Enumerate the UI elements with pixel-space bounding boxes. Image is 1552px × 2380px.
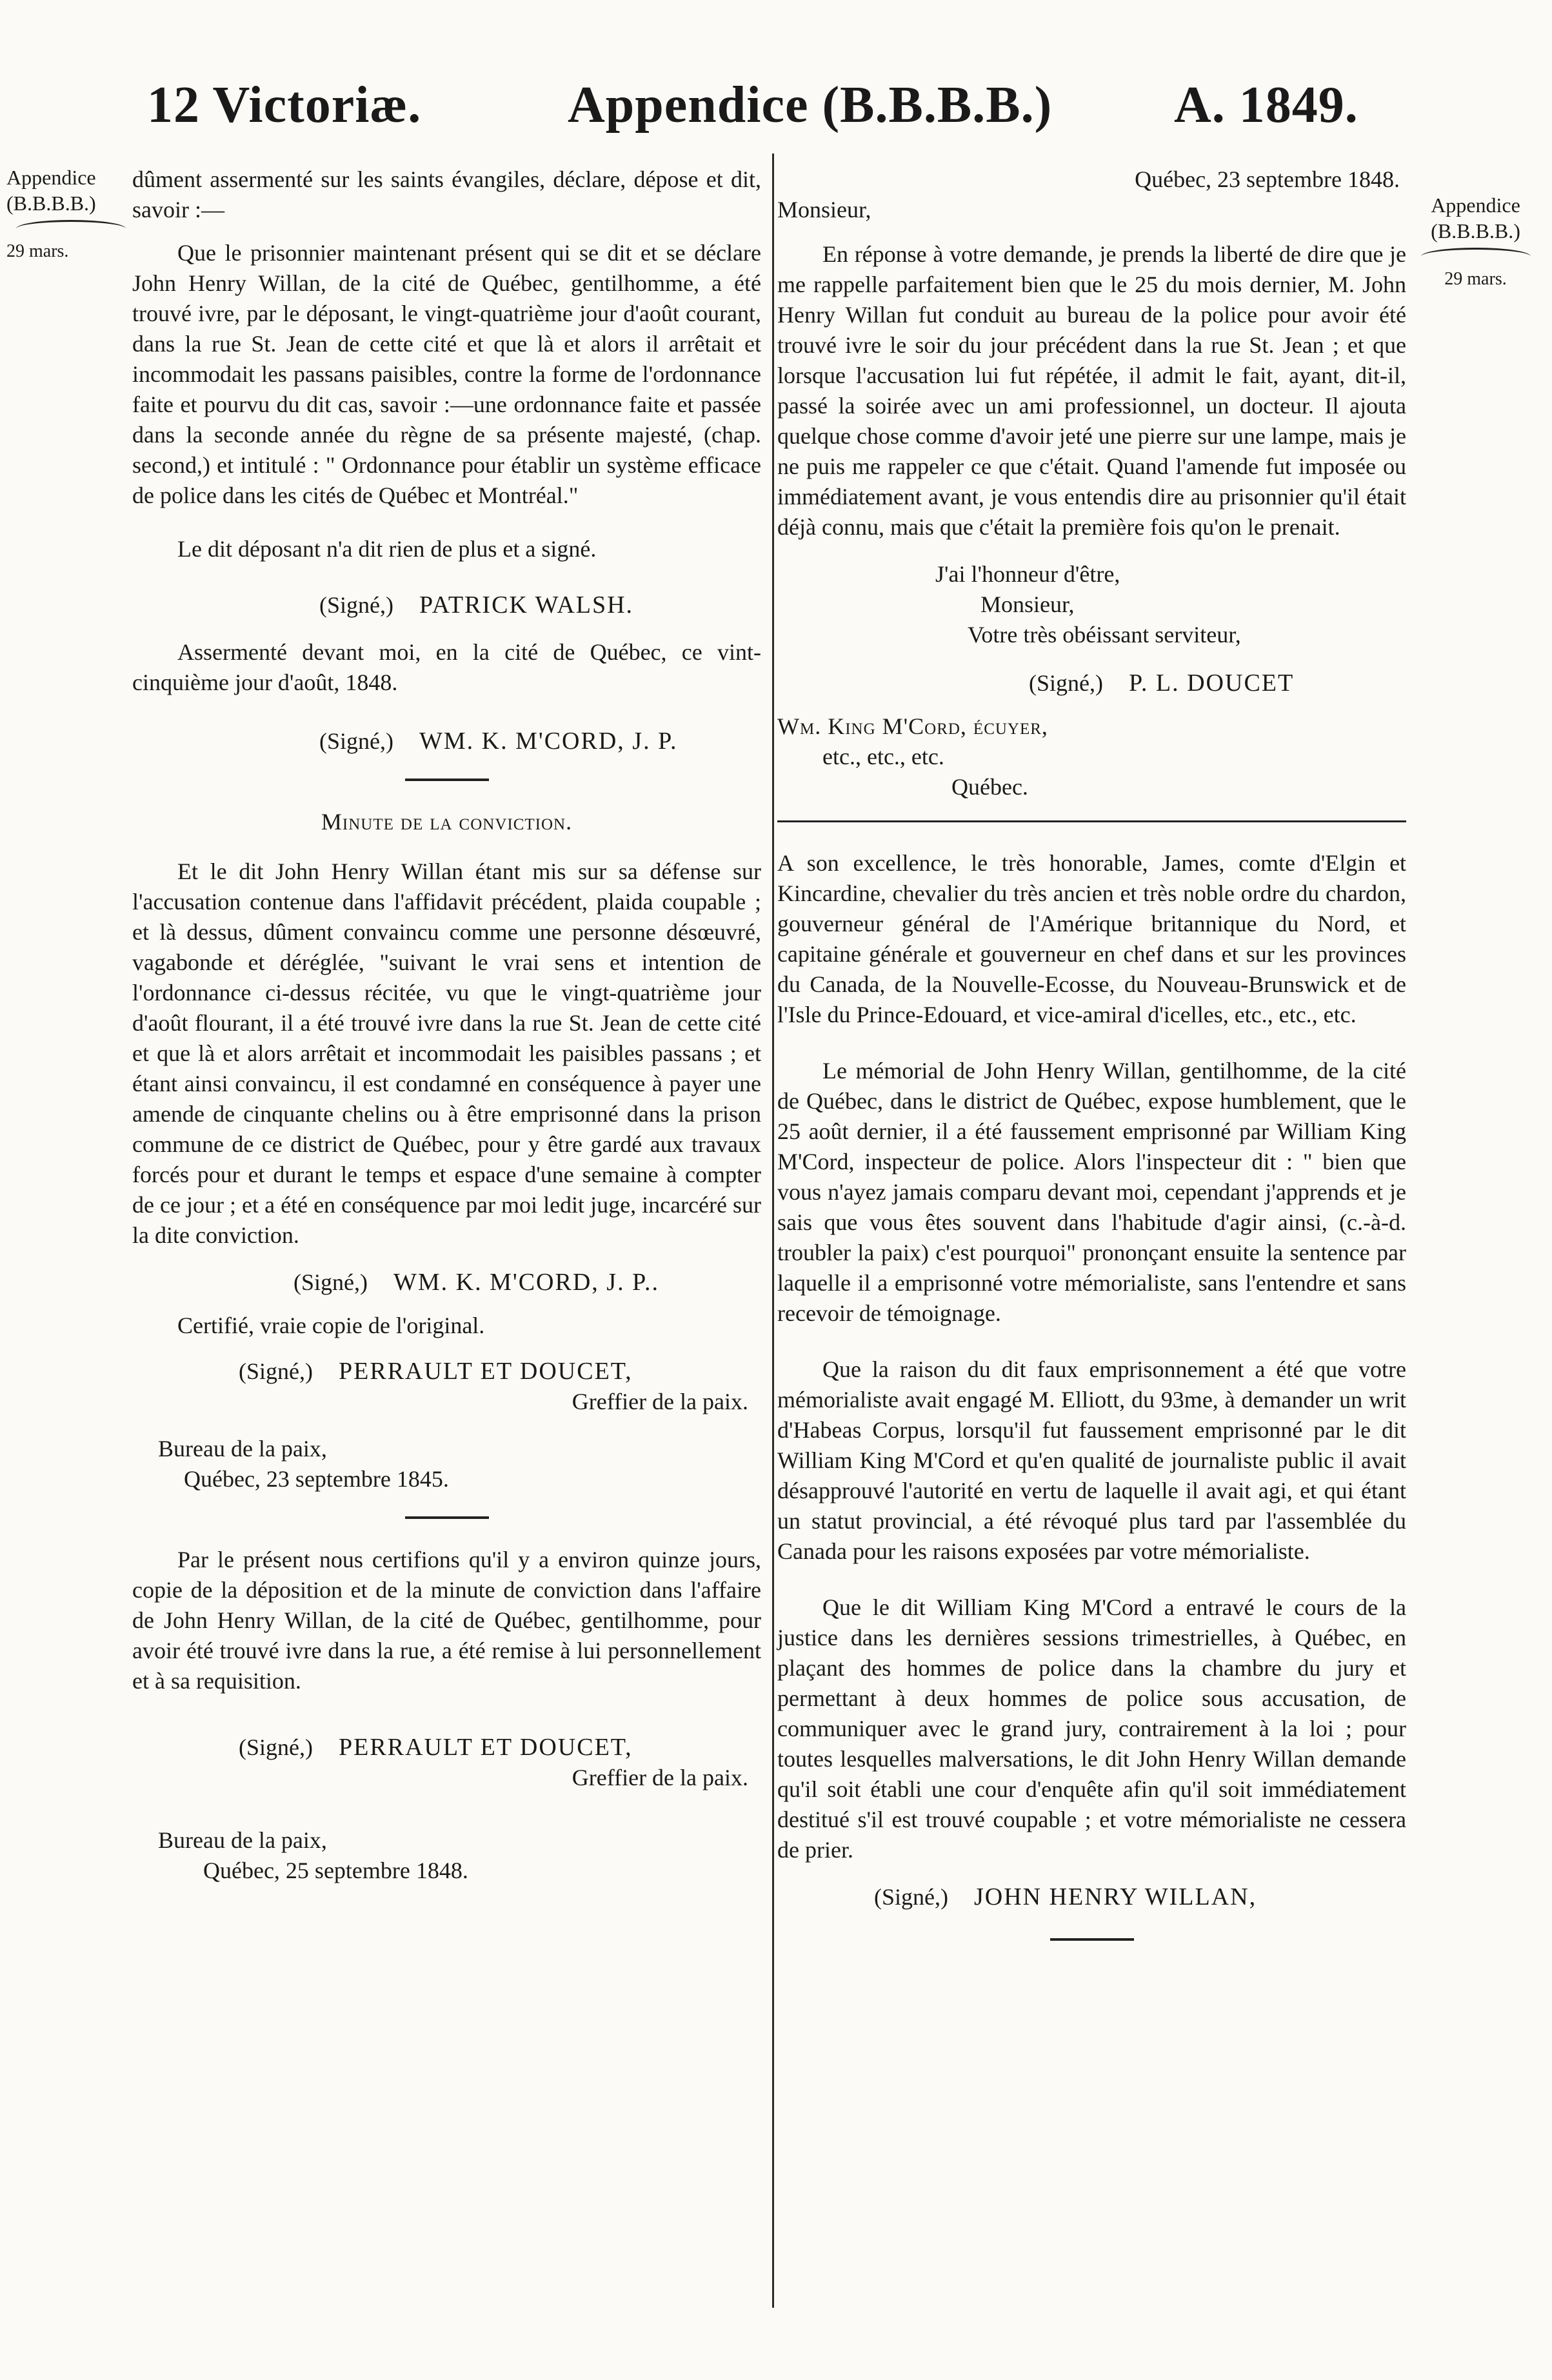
signature-label: (Signé,): [239, 1734, 313, 1760]
header-appendix: Appendice (B.B.B.B.): [568, 77, 1053, 134]
column-divider: [772, 154, 774, 2308]
signature-mccord-2: [293, 1267, 761, 1298]
office-place-date: Québec, 25 septembre 1848.: [203, 1858, 468, 1883]
signature-doucet: [1029, 668, 1406, 699]
section-divider: [405, 778, 489, 781]
sworn-statement: Assermenté devant moi, en la cité de Québec, ce vint-cinquième jour d'août, 1848.: [132, 639, 761, 695]
signature-name: PERRAULT ET DOUCET,: [338, 1358, 633, 1385]
header-session: 12 Victoriæ.: [147, 77, 422, 134]
certified-copy: Certifié, vraie copie de l'original.: [177, 1313, 485, 1338]
margin-date: 29 mars.: [1444, 269, 1507, 289]
page-header: [0, 0, 1552, 152]
office-name: Bureau de la paix,: [158, 1827, 327, 1853]
addressee-line: Québec.: [951, 774, 1028, 800]
letter-dateline: Québec, 23 septembre 1848.: [1135, 166, 1400, 192]
signature-perrault-doucet: [239, 1356, 761, 1387]
deposition-intro: dûment assermenté sur les saints évangiles, déclare, dépose et dit, savoir :—: [132, 166, 761, 223]
section-rule: [777, 820, 1406, 822]
section-divider: [405, 1516, 489, 1519]
signature-perrault-doucet-2: [239, 1732, 761, 1763]
signature-willan: [874, 1882, 1406, 1912]
signature-name: JOHN HENRY WILLAN,: [973, 1883, 1257, 1910]
signature-walsh: [319, 590, 761, 620]
deposition-text: Que le prisonnier maintenant présent qui se dit et se déclare John Henry Willan, de la cité de Québec, gentilhomme, a été trouvé ivre, par le déposant, le vingt-quatrième jour d'août courant, dans la rue St. Jean de cette cité et que là et alors il arrêtait et incommodait les passans paisibles, contre la forme de l'ordonnance faite et pourvu du dit cas, savoir :—une ordonnance faite et passée dans la seconde année du règne de sa présente majesté, (chap. second,) et intitulé : " Ordonnance pour établir un système efficace de police dans les cités de Québec et Montréal.": [132, 240, 761, 508]
margin-brace: [1421, 248, 1531, 265]
signature-name: P. L. DOUCET: [1128, 669, 1295, 697]
signature-label: (Signé,): [319, 592, 393, 618]
left-margin-note: [6, 164, 135, 264]
signature-label: (Signé,): [319, 728, 393, 754]
signature-label: (Signé,): [239, 1358, 313, 1384]
signature-label: (Signé,): [1029, 670, 1103, 696]
margin-appendix-label: Appendice (B.B.B.B.): [1431, 193, 1520, 243]
minute-text: Et le dit John Henry Willan étant mis sur sa défense sur l'accusation contenue dans l'affidavit précédent, plaida coupable ; et là dessus, dûment convaincu comme une personne désœuvré, vagabonde et dérégléе, "suivant le vrai sens et intention de l'ordonnance ci-dessus récitée, vu que le vingt-quatrième jour d'août flourant, il a été trouvé ivre dans la rue St. Jean de cette cité et que là et alors arrêtait et incommodait les paisibles passans ; et étant ainsi convaincu, il est condamné en conséquence à payer une amende de cinquante chelins ou à être emprisonné dans la prison commune de ce district de Québec, pour y être gardé aux travaux forcés pour et durant le temps et espace d'une semaine à compter de ce jour ; et a été en conséquence par moi ledit juge, incarcéré sur la dite conviction.: [132, 858, 761, 1248]
clerk-title: Greffier de la paix.: [572, 1389, 748, 1414]
signature-label: (Signé,): [293, 1269, 368, 1295]
addressee-line: Wm. King M'Cord, écuyer,: [777, 713, 1048, 739]
signature-mccord: [319, 726, 761, 757]
margin-date: 29 mars.: [6, 241, 69, 261]
petition-address: A son excellence, le très honorable, James, comte d'Elgin et Kincardine, chevalier du très ancien et très noble ordre du chardon, gouverneur général de l'Amérique britannique du Nord, et capitaine générale et gouverneur en chef dans et sur les provinces du Canada, de la Nouvelle-Ecosse, du Nouveau-Brunswick et de l'Isle du Prince-Edouard, et vice-amiral d'icelles, etc., etc., etc.: [777, 850, 1406, 1027]
office-name: Bureau de la paix,: [158, 1436, 327, 1462]
deposition-closing: Le dit déposant n'a dit rien de plus et a signé.: [177, 536, 597, 562]
office-place-date: Québec, 23 septembre 1845.: [184, 1466, 449, 1492]
margin-brace: [16, 220, 126, 237]
letter-closing-line: Votre très obéissant serviteur,: [968, 622, 1241, 648]
signature-name: WM. K. M'CORD, J. P..: [393, 1269, 660, 1296]
signature-name: WM. K. M'CORD, J. P.: [419, 728, 678, 755]
addressee-line: etc., etc., etc.: [822, 744, 944, 769]
letter-body: En réponse à votre demande, je prends la liberté de dire que je me rappelle parfaitement bien que le 25 du mois dernier, M. John Henry Willan fut conduit au bureau de la police pour avoir été trouvé ivre le soir du jour précédent dans la rue St. Jean ; et que lorsque l'accusation lui fut répétée, il admit le fait, ayant, dit-il, passé la soirée avec un ami professionnel, un docteur. Il ajouta quelque chose comme d'avoir jeté une pierre sur une lampe, mais je ne puis me rappeler ce que c'était. Quand l'amende fut imposée ou immédiatement avant, je vous entendis dire au prisonnier qu'il était déjà connu, mais que c'était la première fois qu'on le prenait.: [777, 241, 1406, 540]
memorial-paragraph: Que le dit William King M'Cord a entravé le cours de la justice dans les dernières sessions trimestrielles, à Québec, en plaçant des hommes de police dans la chambre du jury et permettant à deux hommes de police sous accusation, de communiquer avec le grand jury, contrairement à la loi ; pour toutes lesquelles malversations, le dit John Henry Willan demande qu'il soit établi une cour d'enquête afin qu'il soit immédiatement destitué s'il est trouvé coupable ; et votre mémorialiste ne cessera de prier.: [777, 1594, 1406, 1863]
section-divider: [1050, 1938, 1134, 1941]
memorial-paragraph: Le mémorial de John Henry Willan, gentilhomme, de la cité de Québec, dans le district de Québec, expose humblement, que le 25 août dernier, il a été faussement emprisonné par William King M'Cord, inspecteur de police. Alors l'inspecteur dit : " bien que vous n'ayez jamais comparu devant moi, cependant j'apprends et je sais que vous êtes souvent dans l'habitude d'agir ainsi, (c.-à-d. troubler la paix) c'est pourquoi" prononçant ensuite la sentence par laquelle il a emprisonné votre mémorialiste, sans l'entendre et sans recevoir de témoignage.: [777, 1058, 1406, 1326]
certification-text: Par le présent nous certifions qu'il y a environ quinze jours, copie de la déposition et de la minute de conviction dans l'affaire de John Henry Willan, de la cité de Québec, gentilhomme, pour avoir été trouvé ivre dans la rue, a été remise à lui personnellement et à sa requisition.: [132, 1547, 761, 1694]
signature-name: PATRICK WALSH.: [419, 591, 634, 619]
header-year: A. 1849.: [1174, 77, 1358, 134]
right-margin-note: [1403, 166, 1548, 292]
minute-title: Minute de la conviction.: [321, 809, 573, 835]
letter-closing-line: Monsieur,: [980, 591, 1075, 617]
clerk-title: Greffier de la paix.: [572, 1765, 748, 1790]
letter-closing-line: J'ai l'honneur d'être,: [935, 561, 1120, 587]
signature-label: (Signé,): [874, 1884, 948, 1910]
letter-salutation: Monsieur,: [777, 197, 871, 223]
memorial-paragraph: Que la raison du dit faux emprisonnement a été que votre mémorialiste avait engagé M. Elliott, du 93me, à demander un writ d'Habeas Corpus, lorsqu'il fut faussement emprisonné par le dit William King M'Cord et qu'en qualité de journaliste public il avait désapprouvé l'autorité en vertu de laquelle il avait agi, et qui étant un statut provincial, a été révoqué plus tard par l'assemblée du Canada pour les raisons exposées par votre mémorialiste.: [777, 1356, 1406, 1564]
left-column: [132, 164, 761, 1886]
right-column: [777, 164, 1406, 1967]
margin-appendix-label: Appendice (B.B.B.B.): [6, 166, 96, 215]
signature-name: PERRAULT ET DOUCET,: [338, 1734, 633, 1761]
